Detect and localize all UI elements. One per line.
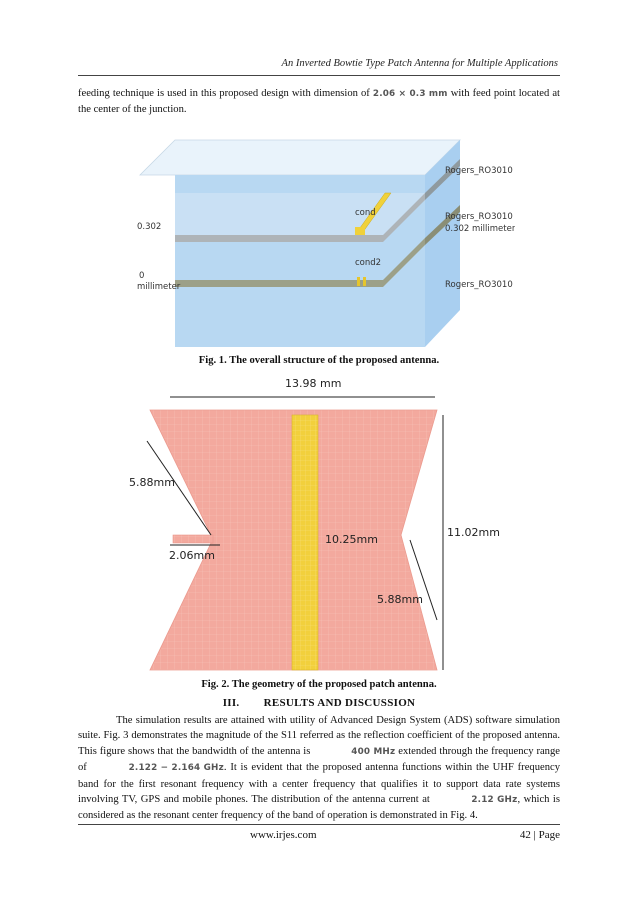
- label-substrate-mid-2: 0.302 millimeter: [445, 224, 515, 234]
- header-rule: [78, 75, 560, 76]
- dim-right-notch: 5.88mm: [377, 593, 423, 606]
- figure1-antenna-structure: [125, 135, 515, 350]
- current-math: 2.12 GHz: [471, 795, 518, 806]
- box-top-face: [140, 140, 460, 175]
- section-title: RESULTS AND DISCUSSION: [263, 697, 416, 709]
- intro-text-before: feeding technique is used in this proposed design with dimension of: [78, 88, 373, 99]
- intro-text-after: with feed point located at the center of the junction.: [78, 88, 560, 116]
- feed-line: [173, 535, 213, 543]
- feed-cond-block: [355, 227, 365, 235]
- central-strip: [292, 415, 318, 670]
- running-header: An Inverted Bowtie Type Patch Antenna for Multiple Applications: [281, 58, 558, 69]
- label-bottom-level-1: 0: [139, 271, 145, 281]
- dim-top-width: 13.98 mm: [285, 377, 342, 390]
- results-line1: The simulation results are attained with utility of Advanced Design System (ADS) software simulation suite. Fig. 3 demonstrates the magnitude of the S11 referred as the reflection coefficient of the proposed antenna. This figure shows that the bandwidth of the antenna is: [78, 715, 560, 757]
- label-top-level: 0.302: [137, 222, 162, 232]
- results-paragraph: [78, 713, 560, 824]
- section-heading: [78, 697, 560, 709]
- upper-layer-top: [175, 193, 425, 235]
- figure1-caption: Fig. 1. The overall structure of the proposed antenna.: [198, 355, 440, 366]
- results-line4: , which is considered as the resonant center frequency of the band of operation is demonstrated in Fig. 4.: [78, 794, 561, 822]
- section-number: III.: [222, 697, 240, 709]
- dim-strip-height: 10.25mm: [325, 533, 378, 546]
- dim-left-notch: 5.88mm: [129, 476, 175, 489]
- dim-right-height: 11.02mm: [447, 526, 500, 539]
- feed-cond2-leg2: [363, 277, 366, 286]
- results-line2: extended through the frequency range of: [78, 745, 560, 774]
- intro-paragraph: [78, 86, 560, 118]
- range-math: 2.122 − 2.164 GHz: [128, 763, 224, 774]
- figure2-caption: Fig. 2. The geometry of the proposed patch antenna.: [201, 679, 437, 690]
- results-line3: . It is evident that the proposed antenna functions within the UHF frequency band for the first resonant frequency with a center frequency that qualifies it to support data rate systems involving TV, GPS and mobile phones. The distribution of the antenna current at: [78, 762, 560, 806]
- label-substrate-top: Rogers_RO3010: [445, 166, 513, 176]
- feed-cond2-leg1: [357, 277, 360, 286]
- label-cond2: cond2: [355, 258, 382, 268]
- label-substrate-bottom: Rogers_RO3010: [445, 280, 513, 290]
- figure2-patch-geometry: [125, 375, 515, 675]
- dimension-math: 2.06 × 0.3 mm: [372, 89, 448, 99]
- footer-page: 42 | Page: [519, 829, 560, 841]
- label-cond: cond: [355, 208, 376, 218]
- bandwidth-math: 400 MHz: [351, 746, 396, 757]
- footer-rule: [78, 824, 560, 825]
- label-bottom-level-2: millimeter: [137, 282, 181, 292]
- label-substrate-mid-1: Rogers_RO3010: [445, 212, 513, 222]
- footer-website: www.irjes.com: [250, 829, 317, 841]
- dim-feed-width: 2.06mm: [169, 549, 215, 562]
